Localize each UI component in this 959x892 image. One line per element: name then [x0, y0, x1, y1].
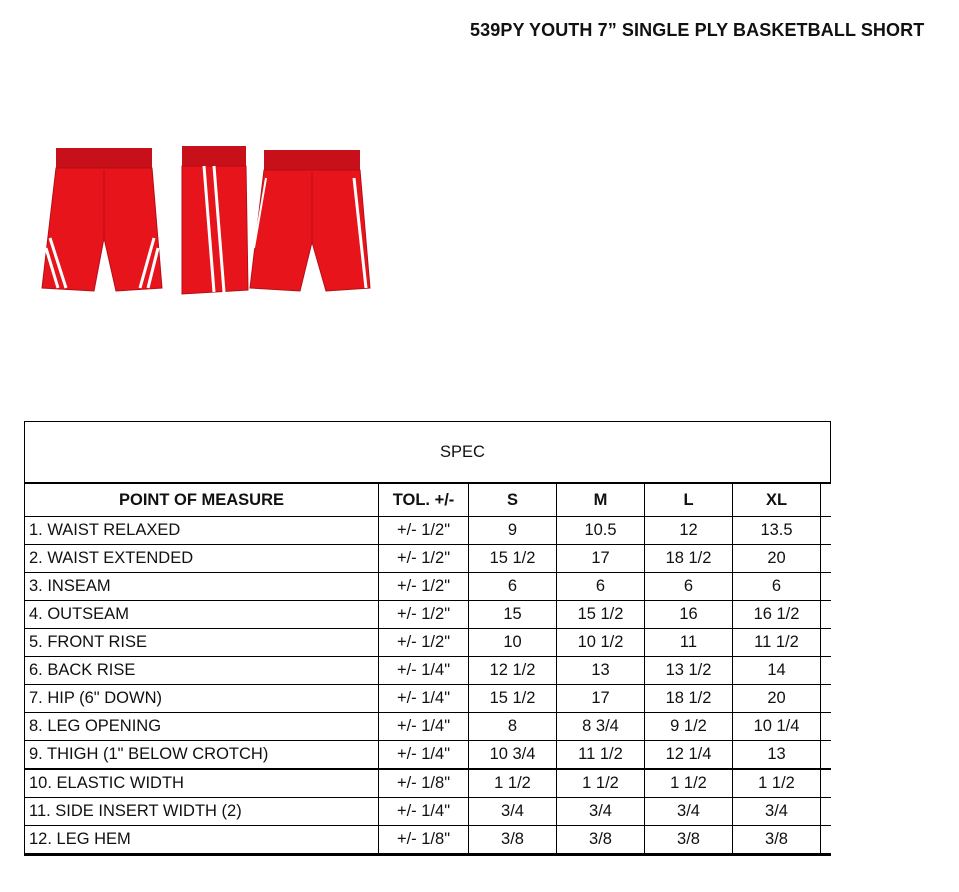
cell-tolerance: +/- 1/4" — [379, 685, 469, 713]
shorts-back-view — [250, 150, 370, 291]
cell-size-l: 9 1/2 — [645, 713, 733, 741]
cell-size-m: 11 1/2 — [557, 741, 645, 770]
cell-size-s: 9 — [469, 517, 557, 545]
cell-tail — [821, 769, 831, 798]
header-tolerance: TOL. +/- — [379, 483, 469, 517]
cell-size-s: 15 — [469, 601, 557, 629]
spec-table — [24, 421, 831, 856]
cell-tolerance: +/- 1/4" — [379, 741, 469, 770]
cell-tail — [821, 601, 831, 629]
cell-size-s: 15 1/2 — [469, 685, 557, 713]
cell-size-xl: 3/4 — [733, 798, 821, 826]
cell-point-of-measure: 6. BACK RISE — [25, 657, 379, 685]
header-size-m: M — [557, 483, 645, 517]
cell-tail — [821, 685, 831, 713]
cell-tolerance: +/- 1/4" — [379, 798, 469, 826]
cell-tolerance: +/- 1/4" — [379, 657, 469, 685]
header-tail-cell — [821, 483, 831, 517]
cell-tolerance: +/- 1/8" — [379, 769, 469, 798]
table-row — [25, 713, 831, 741]
cell-point-of-measure: 11. SIDE INSERT WIDTH (2) — [25, 798, 379, 826]
cell-size-l: 11 — [645, 629, 733, 657]
cell-tail — [821, 826, 831, 855]
cell-size-m: 17 — [557, 685, 645, 713]
document-title: 539PY YOUTH 7” SINGLE PLY BASKETBALL SHORT — [470, 20, 925, 40]
cell-size-xl: 13 — [733, 741, 821, 770]
cell-size-m: 10.5 — [557, 517, 645, 545]
cell-size-l: 18 1/2 — [645, 685, 733, 713]
spec-header-row — [25, 483, 831, 517]
cell-tail — [821, 741, 831, 770]
cell-size-s: 10 — [469, 629, 557, 657]
cell-size-l: 6 — [645, 573, 733, 601]
cell-point-of-measure: 1. WAIST RELAXED — [25, 517, 379, 545]
cell-point-of-measure: 9. THIGH (1" BELOW CROTCH) — [25, 741, 379, 770]
table-row — [25, 545, 831, 573]
spec-rows — [25, 517, 831, 855]
cell-tail — [821, 545, 831, 573]
cell-size-s: 3/8 — [469, 826, 557, 855]
cell-point-of-measure: 4. OUTSEAM — [25, 601, 379, 629]
cell-size-m: 3/8 — [557, 826, 645, 855]
cell-tolerance: +/- 1/4" — [379, 713, 469, 741]
cell-size-s: 10 3/4 — [469, 741, 557, 770]
cell-tail — [821, 798, 831, 826]
cell-size-s: 6 — [469, 573, 557, 601]
cell-size-xl: 16 1/2 — [733, 601, 821, 629]
cell-point-of-measure: 3. INSEAM — [25, 573, 379, 601]
cell-size-s: 15 1/2 — [469, 545, 557, 573]
cell-size-l: 12 1/4 — [645, 741, 733, 770]
cell-size-xl: 1 1/2 — [733, 769, 821, 798]
cell-size-l: 1 1/2 — [645, 769, 733, 798]
cell-tolerance: +/- 1/2" — [379, 517, 469, 545]
cell-point-of-measure: 7. HIP (6" DOWN) — [25, 685, 379, 713]
table-row — [25, 517, 831, 545]
table-row — [25, 657, 831, 685]
cell-size-l: 3/4 — [645, 798, 733, 826]
spec-banner — [25, 422, 831, 484]
cell-size-s: 1 1/2 — [469, 769, 557, 798]
table-row — [25, 741, 831, 770]
header-size-l: L — [645, 483, 733, 517]
cell-tail — [821, 713, 831, 741]
cell-size-l: 16 — [645, 601, 733, 629]
cell-size-xl: 20 — [733, 545, 821, 573]
table-row — [25, 826, 831, 855]
cell-size-m: 13 — [557, 657, 645, 685]
cell-point-of-measure: 10. ELASTIC WIDTH — [25, 769, 379, 798]
header-size-xl: XL — [733, 483, 821, 517]
cell-size-l: 13 1/2 — [645, 657, 733, 685]
cell-tolerance: +/- 1/2" — [379, 545, 469, 573]
cell-size-xl: 3/8 — [733, 826, 821, 855]
cell-size-s: 12 1/2 — [469, 657, 557, 685]
table-row — [25, 573, 831, 601]
shorts-illustration — [36, 138, 376, 303]
cell-size-l: 3/8 — [645, 826, 733, 855]
cell-size-m: 3/4 — [557, 798, 645, 826]
cell-size-m: 10 1/2 — [557, 629, 645, 657]
cell-size-xl: 13.5 — [733, 517, 821, 545]
shorts-side-view — [182, 146, 248, 294]
table-row — [25, 769, 831, 798]
spec-banner-row — [25, 422, 831, 484]
header-size-s: S — [469, 483, 557, 517]
cell-point-of-measure: 2. WAIST EXTENDED — [25, 545, 379, 573]
table-row — [25, 798, 831, 826]
cell-size-m: 8 3/4 — [557, 713, 645, 741]
cell-tail — [821, 517, 831, 545]
table-row — [25, 685, 831, 713]
cell-size-xl: 10 1/4 — [733, 713, 821, 741]
cell-size-m: 6 — [557, 573, 645, 601]
shorts-front-view — [42, 148, 162, 291]
cell-tolerance: +/- 1/2" — [379, 601, 469, 629]
table-row — [25, 629, 831, 657]
cell-point-of-measure: 12. LEG HEM — [25, 826, 379, 855]
cell-size-l: 12 — [645, 517, 733, 545]
cell-size-m: 1 1/2 — [557, 769, 645, 798]
table-row — [25, 601, 831, 629]
cell-tolerance: +/- 1/2" — [379, 629, 469, 657]
cell-size-l: 18 1/2 — [645, 545, 733, 573]
cell-size-xl: 20 — [733, 685, 821, 713]
cell-tolerance: +/- 1/2" — [379, 573, 469, 601]
spec-banner-text: SPEC — [440, 442, 485, 461]
cell-point-of-measure: 8. LEG OPENING — [25, 713, 379, 741]
header-point-of-measure: POINT OF MEASURE — [25, 483, 379, 517]
cell-tolerance: +/- 1/8" — [379, 826, 469, 855]
cell-size-m: 15 1/2 — [557, 601, 645, 629]
cell-size-xl: 14 — [733, 657, 821, 685]
cell-size-xl: 11 1/2 — [733, 629, 821, 657]
cell-size-m: 17 — [557, 545, 645, 573]
cell-size-xl: 6 — [733, 573, 821, 601]
cell-tail — [821, 573, 831, 601]
cell-tail — [821, 657, 831, 685]
cell-point-of-measure: 5. FRONT RISE — [25, 629, 379, 657]
cell-size-s: 3/4 — [469, 798, 557, 826]
cell-size-s: 8 — [469, 713, 557, 741]
cell-tail — [821, 629, 831, 657]
